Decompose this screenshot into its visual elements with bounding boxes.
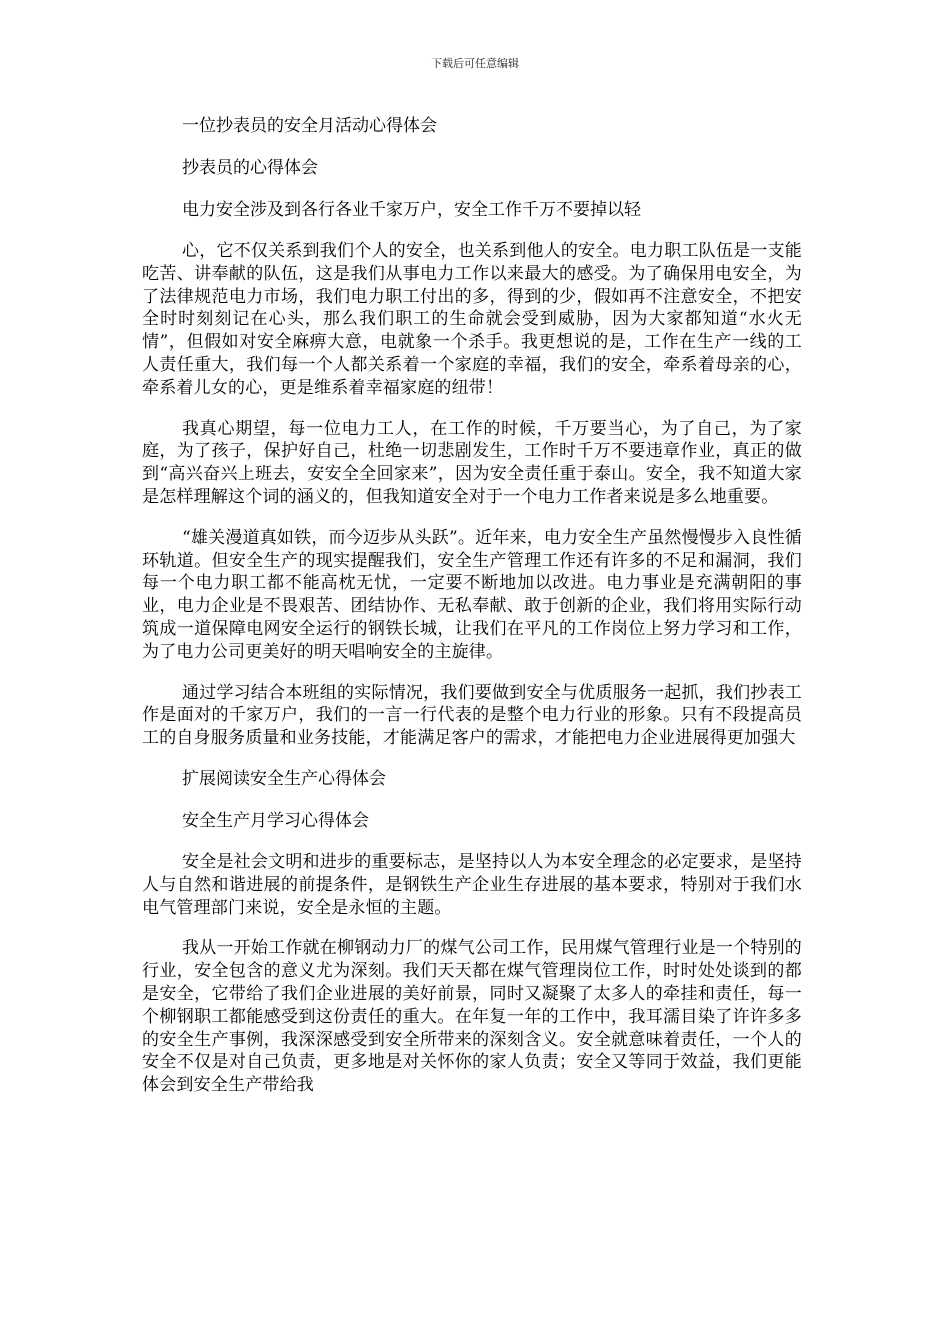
spacer — [142, 664, 802, 682]
extended-reading-heading: 扩展阅读安全生产心得体会 — [182, 768, 386, 789]
spacer — [142, 181, 802, 198]
document-title: 一位抄表员的安全月活动心得体会 — [182, 116, 437, 136]
paragraph: 通过学习结合本班组的实际情况，我们要做到安全与优质服务一起抓，我们抄表工作是面对的千家万户，我们的一言一行代表的是整个电力行业的形象。只有不段提高员工的自身服务质量和业务技能，才能满足客户的需求，才能把电力企业进展得更加强大 — [142, 682, 802, 749]
spacer — [142, 400, 802, 418]
document-subtitle: 抄表员的心得体会 — [182, 158, 318, 178]
document-body — [142, 114, 802, 1097]
paragraph: 我从一开始工作就在柳钢动力厂的煤气公司工作，民用煤气管理行业是一个特别的行业，安全包含的意义尤为深刻。我们天天都在煤气管理岗位工作，时时处处谈到的都是安全，它带给了我们企业进展的美好前景，同时又凝聚了太多人的牵挂和责任，每一个柳钢职工都能感受到这份责任的重大。在年复一年的工作中，我耳濡目染了许许多多的安全生产事例，我深深感受到安全所带来的深刻含义。安全就意味着责任，一个人的安全不仅是对自己负责，更多地是对关怀你的家人负责；安全又等同于效益，我们更能体会到安全生产带给我 — [142, 938, 802, 1096]
extended-reading-subheading: 安全生产月学习心得体会 — [182, 810, 369, 831]
paragraph: 安全是社会文明和进步的重要标志，是坚持以人为本安全理念的必定要求，是坚持人与自然和谐进展的前提条件，是钢铁生产企业生存进展的基本要求，特别对于我们水电气管理部门来说，安全是永恒的主题。 — [142, 851, 802, 918]
paragraph: “雄关漫道真如铁，而今迈步从头跃”。近年来，电力安全生产虽然慢慢步入良性循环轨道。但安全生产的现实提醒我们，安全生产管理工作还有许多的不足和漏洞，我们每一个电力职工都不能高枕无忧，一定要不断地加以改进。电力事业是充满朝阳的事业，电力企业是不畏艰苦、团结协作、无私奉献、敢于创新的企业，我们将用实际行动筑成一道保障电网安全运行的钢铁长城，让我们在平凡的工作岗位上努力学习和工作，为了电力公司更美好的明天唱响安全的主旋律。 — [142, 527, 802, 662]
spacer — [142, 750, 802, 767]
paragraph: 心，它不仅关系到我们个人的安全，也关系到他人的安全。电力职工队伍是一支能吃苦、讲奉献的队伍，这是我们从事电力工作以来最大的感受。为了确保用电安全，为了法律规范电力市场，我们电力职工付出的多，得到的少，假如再不注意安全，不把安全时时刻刻记在心头，那么我们职工的生命就会受到威胁，因为大家都知道“水火无情”，但假如对安全麻痹大意，电就象一个杀手。我更想说的是，工作在生产一线的工人责任重大，我们每一个人都关系着一个家庭的幸福，我们的安全，牵系着母亲的心，牵系着儿女的心，更是维系着幸福家庭的纽带！ — [142, 241, 802, 398]
header-note: 下载后可任意编辑 — [431, 57, 519, 70]
spacer — [142, 792, 802, 809]
spacer — [142, 509, 802, 527]
spacer — [142, 139, 802, 156]
spacer — [142, 919, 802, 937]
spacer — [142, 223, 802, 240]
lead-line: 电力安全涉及到各行各业千家万户，安全工作千万不要掉以轻 — [182, 200, 641, 220]
spacer — [142, 834, 802, 851]
paragraph: 我真心期望，每一位电力工人，在工作的时候，千万要当心，为了自己，为了家庭，为了孩子，保护好自己，杜绝一切悲剧发生，工作时千万不要违章作业，真正的做到“高兴奋兴上班去，安安全全回家来”，因为安全责任重于泰山。安全，我不知道大家是怎样理解这个词的涵义的，但我知道安全对于一个电力工作者来说是多么地重要。 — [142, 418, 802, 507]
